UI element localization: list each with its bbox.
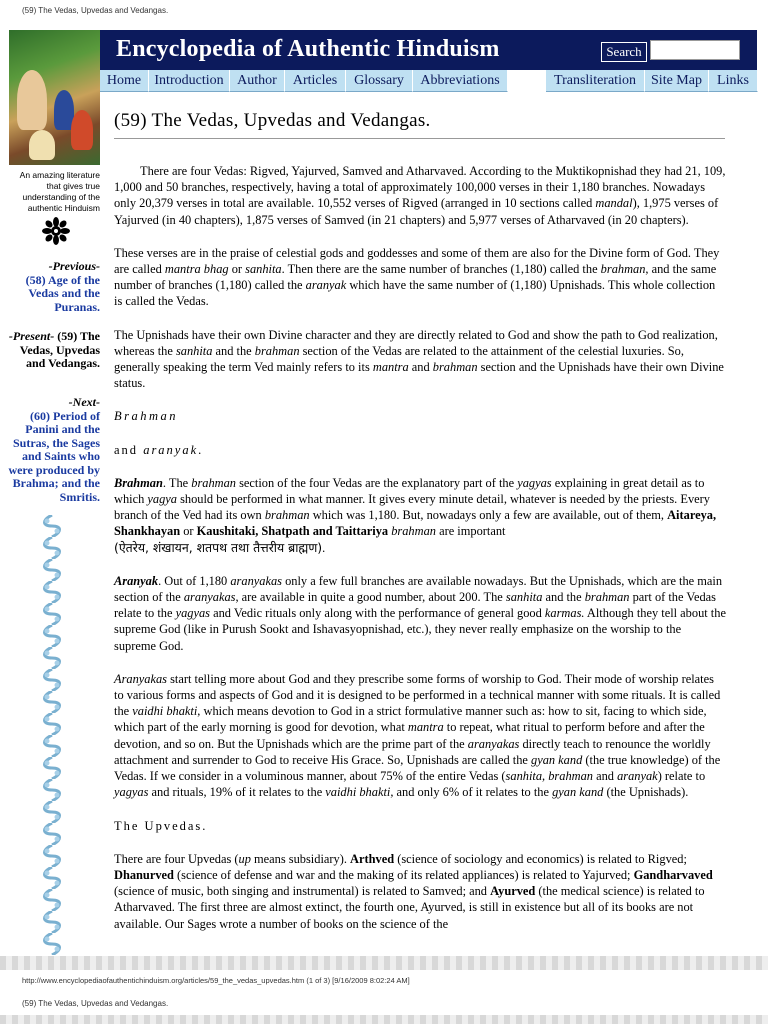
paragraph-upvedas: There are four Upvedas (up means subsidiary). Arthved (science of sociology and economics) is related to Rigved; Dhanurved (science of defense and war and the making of its related appliances) is related to Yajurved; Gandharvaved (science of music, both singing and instrumental) is related to Samved; and Ayurved (the medical science) is related to Atharvaved. The first three are almost extinct, the fourth one, Ayurved, is still in existence but all of its books are not available. Our Sages wrote a number of books on the science of the (114, 851, 713, 931)
decorative-vine-border-icon (38, 515, 66, 955)
sidebar-tagline: An amazing literature that gives true understanding of the authentic Hinduism (19, 170, 100, 213)
sage-illustration (9, 30, 100, 165)
nav-introduction[interactable]: Introduction (149, 70, 230, 92)
paragraph-aranyak: Aranyak. Out of 1,180 aranyakas only a few full branches are available nowadays. But the Upnishads, which are the main section of the aranyakas, are available in quite a good number, about 200. The sanhita and the brahman part of the Vedas relate to the yagyas and Vedic rituals only along with the performance of general good karmas. Although they tell about the supreme God (like in Purush Sookt and Ishavasyopnishad, etc.), they never really emphasize on the worship to the supreme God. (114, 573, 726, 653)
next-link[interactable]: (60) Period of Panini and the Sutras, the Sages and Saints who were produced by Brahma; and the Smritis. (8, 408, 100, 504)
print-header: (59) The Vedas, Upvedas and Vedangas. (22, 6, 169, 15)
nav-abbreviations[interactable]: Abbreviations (413, 70, 508, 92)
site-title[interactable]: Encyclopedia of Authentic Hinduism (116, 36, 500, 62)
previous-label: -Previous- (48, 259, 100, 273)
next-article (8, 396, 100, 504)
footer-url: http://www.encyclopediaofauthentichinduism.org/articles/59_the_vedas_upvedas.htm (1 of 3) [9/16/2009 8:02:24 AM] (22, 976, 410, 985)
nav-articles[interactable]: Articles (285, 70, 346, 92)
next-label: -Next- (68, 395, 100, 409)
subheading-aranyak: and aranyak. (114, 442, 204, 457)
subheading-upvedas: The Upvedas. (114, 818, 208, 833)
nav-home[interactable]: Home (100, 70, 149, 92)
paragraph-1: There are four Vedas: Rigved, Yajurved, Samved and Atharvaved. According to the Muktikopnishad they had 21, 109, 1,000 and 50 branches, respectively, having a total of approximately 100,000 verses in their 1,180 branches. Nowadays only 20,379 verses in total are available. 10,552 verses of Rigved (arranged in 10 sections called mandal), 1,975 verses of Yajurved (in 40 chapters), 1,875 verses of Samved (in 21 chapters) and 5,977 verses of Atharvaved (in 20 chapters). (114, 164, 726, 227)
present-label: -Present- (8, 329, 55, 343)
search-button[interactable]: Search (601, 42, 647, 62)
paragraph-aranyakas: Aranyakas start telling more about God and they prescribe some forms of worship to God. Their mode of worship relates to various forms and aspects of God and it is designed to be performed in a technical manner with some rituals. It is called the vaidhi bhakti, which means devotion to God in a strict formulative manner such as: how to sit, facing to which side, which part of the early morning is good for devotion, what mantra to repeat, what ritual to perform before and after the devotion, and so on. But the Upnishads which are the prime part of the aranyakas directly teach to renounce the worldly attachment and surrender to God to receive His Grace. So, Upnishads are called the gyan kand (the true knowledge) of the Vedas. If we consider in a voluminous manner, about 75% of the entire Vedas (sanhita, brahman and aranyak) relate to yagyas and rituals, 19% of it relates to the vaidhi bhakti, and only 6% of it relates to the gyan kand (the Upnishads). (114, 671, 721, 800)
paragraph-brahman: Brahman. The brahman section of the four Vedas are the explanatory part of the yagyas explaining in great detail as to which yagya should be performed in what manner. It gives every minute detail, whatever is needed by the priests. Every branch of the Ved had its own brahman which was 1,180. But, nowadays only a few are available, out of them, Aitareya, Shankhayan or Kaushitaki, Shatpath and Taittariya brahman are important (ऐतरेय, शंखायन, शतपथ तथा तैत्तरीय ब्राह्मण). (114, 475, 717, 555)
footer-print-header: (59) The Vedas, Upvedas and Vedangas. (22, 999, 169, 1008)
site-banner (100, 30, 757, 70)
page-break-strip (0, 956, 768, 970)
lotus-emblem-icon (40, 217, 72, 245)
nav-site-map[interactable]: Site Map (645, 70, 709, 92)
search-input[interactable] (650, 40, 740, 60)
page-bottom-strip (0, 1015, 768, 1024)
present-text: (59) The Vedas, Upvedas and Vedangas. (19, 329, 100, 370)
nav-transliteration[interactable]: Transliteration (546, 70, 645, 92)
present-article (8, 330, 100, 371)
subheading-brahman: Brahman (114, 409, 179, 424)
nav-author[interactable]: Author (230, 70, 285, 92)
previous-article (8, 260, 100, 314)
page-title: (59) The Vedas, Upvedas and Vedangas. (114, 110, 431, 131)
previous-link[interactable]: (58) Age of the Vedas and the Puranas. (25, 272, 100, 314)
paragraph-2: These verses are in the praise of celestial gods and goddesses and some of them are also for the Divine form of God. They are called mantra bhag or sanhita. Then there are the same number of branches (1,180) called the brahman, and the same number of branches (1,180) called the aranyak which have the same number of (1,180) Upnishads. This whole collection is called the Vedas. (114, 245, 720, 309)
title-divider (114, 138, 725, 139)
article-body (114, 163, 726, 949)
nav-links[interactable]: Links (709, 70, 758, 92)
nav-glossary[interactable]: Glossary (346, 70, 413, 92)
paragraph-3: The Upnishads have their own Divine character and they are directly related to God and show the path to God realization, whereas the sanhita and the brahman section of the Vedas are related to the attainment of the celestial luxuries. So, generally speaking the term Ved mainly refers to its mantra and brahman section and the Upnishads have their own Divine status. (114, 327, 724, 391)
